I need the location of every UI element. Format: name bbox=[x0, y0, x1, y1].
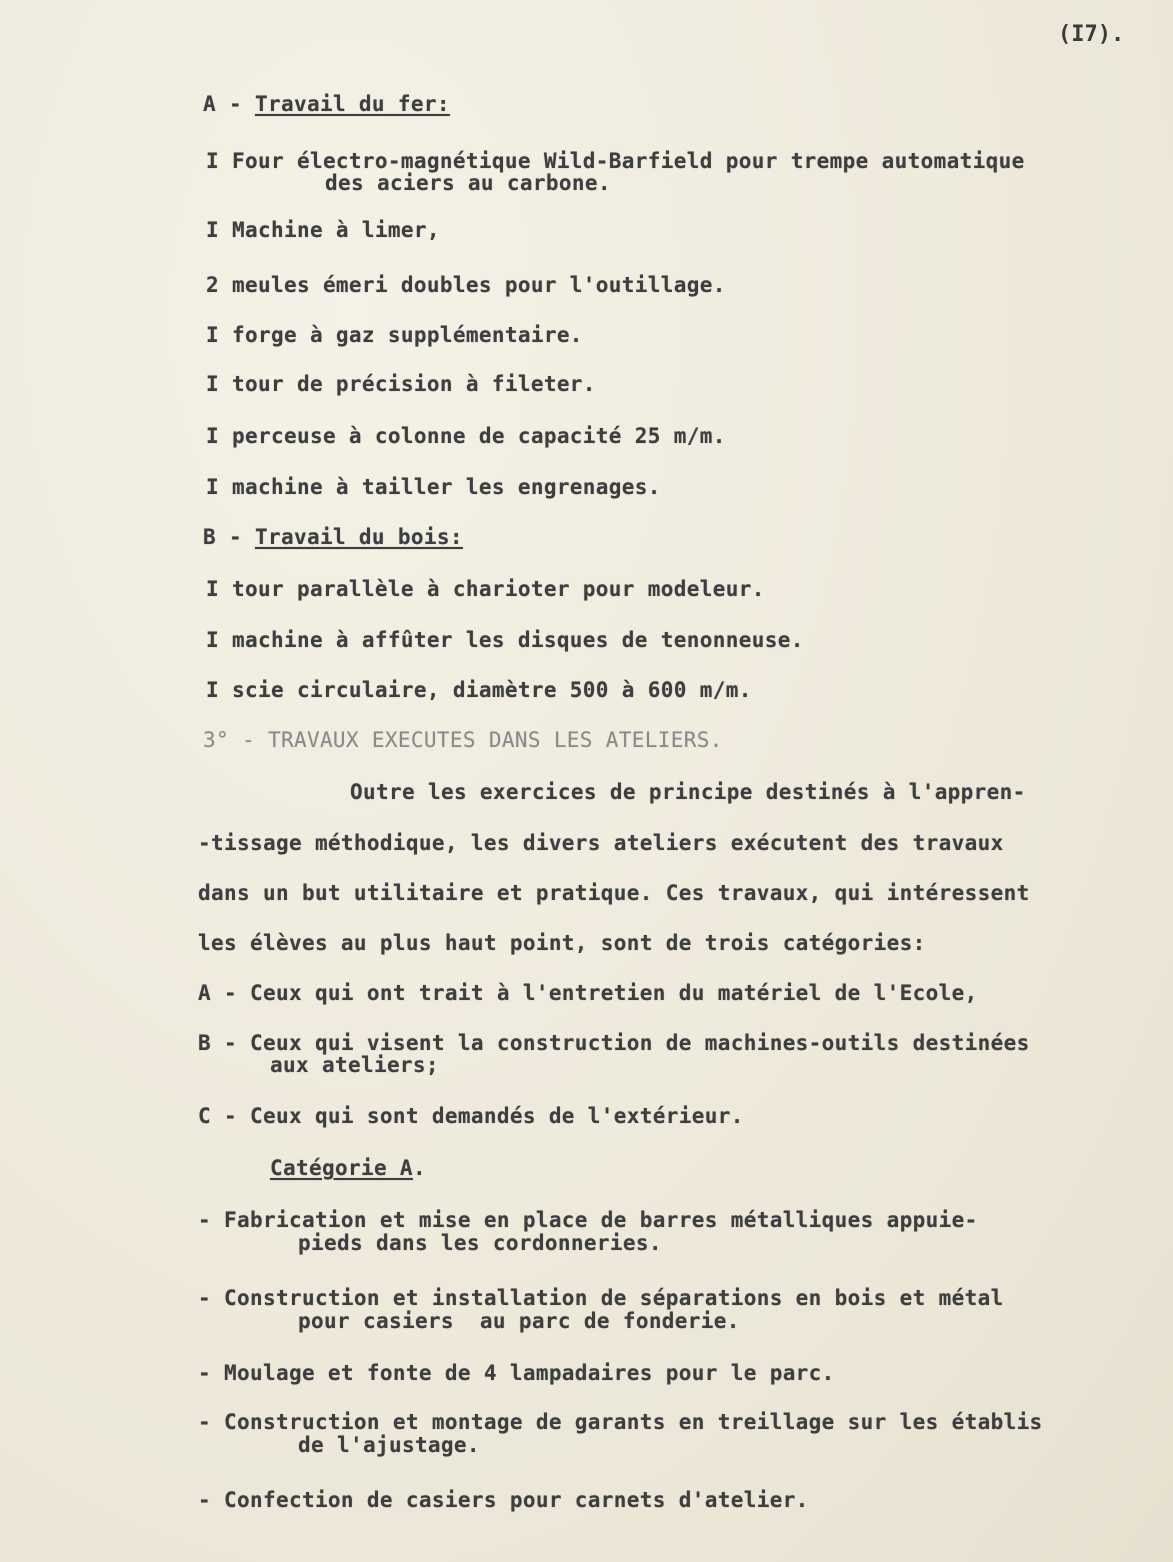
heading-title: Travail du fer: bbox=[254, 92, 450, 116]
section-heading-b bbox=[203, 525, 463, 549]
text-line: I Four électro-magnétique Wild-Barfield pour trempe automatique bbox=[206, 149, 1025, 173]
list-item: - Moulage et fonte de 4 lampadaires pour le parc. bbox=[198, 1361, 835, 1385]
text-line: I perceuse à colonne de capacité 25 m/m. bbox=[206, 424, 726, 448]
category-line-continuation: aux ateliers; bbox=[270, 1053, 439, 1077]
page-number: (I7). bbox=[1058, 22, 1125, 47]
subheading-suffix: . bbox=[412, 1156, 426, 1180]
heading-prefix: B - bbox=[203, 525, 255, 549]
list-item: - Fabrication et mise en place de barres métalliques appuie- bbox=[198, 1208, 978, 1232]
category-line: A - Ceux qui ont trait à l'entretien du matériel de l'Ecole, bbox=[198, 981, 978, 1005]
text-line: I tour parallèle à charioter pour modeleur. bbox=[206, 577, 765, 601]
text-line: I machine à affûter les disques de tenonneuse. bbox=[206, 628, 804, 652]
subheading-categorie-a bbox=[270, 1156, 426, 1180]
text-line: I Machine à limer, bbox=[206, 218, 440, 242]
text-line: I forge à gaz supplémentaire. bbox=[206, 323, 583, 347]
list-item-continuation: de l'ajustage. bbox=[298, 1433, 480, 1457]
list-item: - Confection de casiers pour carnets d'atelier. bbox=[198, 1488, 809, 1512]
category-line: C - Ceux qui sont demandés de l'extérieur. bbox=[198, 1104, 744, 1128]
text-line: I scie circulaire, diamètre 500 à 600 m/m. bbox=[206, 678, 752, 702]
section-heading-a bbox=[203, 92, 450, 116]
text-line: I machine à tailler les engrenages. bbox=[206, 475, 661, 499]
paragraph-line: les élèves au plus haut point, sont de trois catégories: bbox=[198, 931, 926, 955]
heading-prefix: A - bbox=[203, 92, 255, 116]
paragraph-line: dans un but utilitaire et pratique. Ces travaux, qui intéressent bbox=[198, 881, 1030, 905]
section-heading-3: 3° - TRAVAUX EXECUTES DANS LES ATELIERS. bbox=[203, 728, 723, 752]
text-line-continuation: des aciers au carbone. bbox=[325, 171, 611, 195]
list-item-continuation: pour casiers au parc de fonderie. bbox=[298, 1309, 740, 1333]
text-line: I tour de précision à fileter. bbox=[206, 372, 596, 396]
paragraph-line: Outre les exercices de principe destinés à l'appren- bbox=[350, 780, 1026, 804]
list-item: - Construction et installation de séparations en bois et métal bbox=[198, 1286, 1004, 1310]
paragraph-line: -tissage méthodique, les divers ateliers exécutent des travaux bbox=[198, 831, 1004, 855]
heading-title: Travail du bois: bbox=[254, 525, 463, 549]
subheading-title: Catégorie A bbox=[270, 1156, 413, 1180]
category-line: B - Ceux qui visent la construction de machines-outils destinées bbox=[198, 1031, 1030, 1055]
text-line: 2 meules émeri doubles pour l'outillage. bbox=[206, 273, 726, 297]
list-item: - Construction et montage de garants en treillage sur les établis bbox=[198, 1410, 1043, 1434]
list-item-continuation: pieds dans les cordonneries. bbox=[298, 1231, 662, 1255]
